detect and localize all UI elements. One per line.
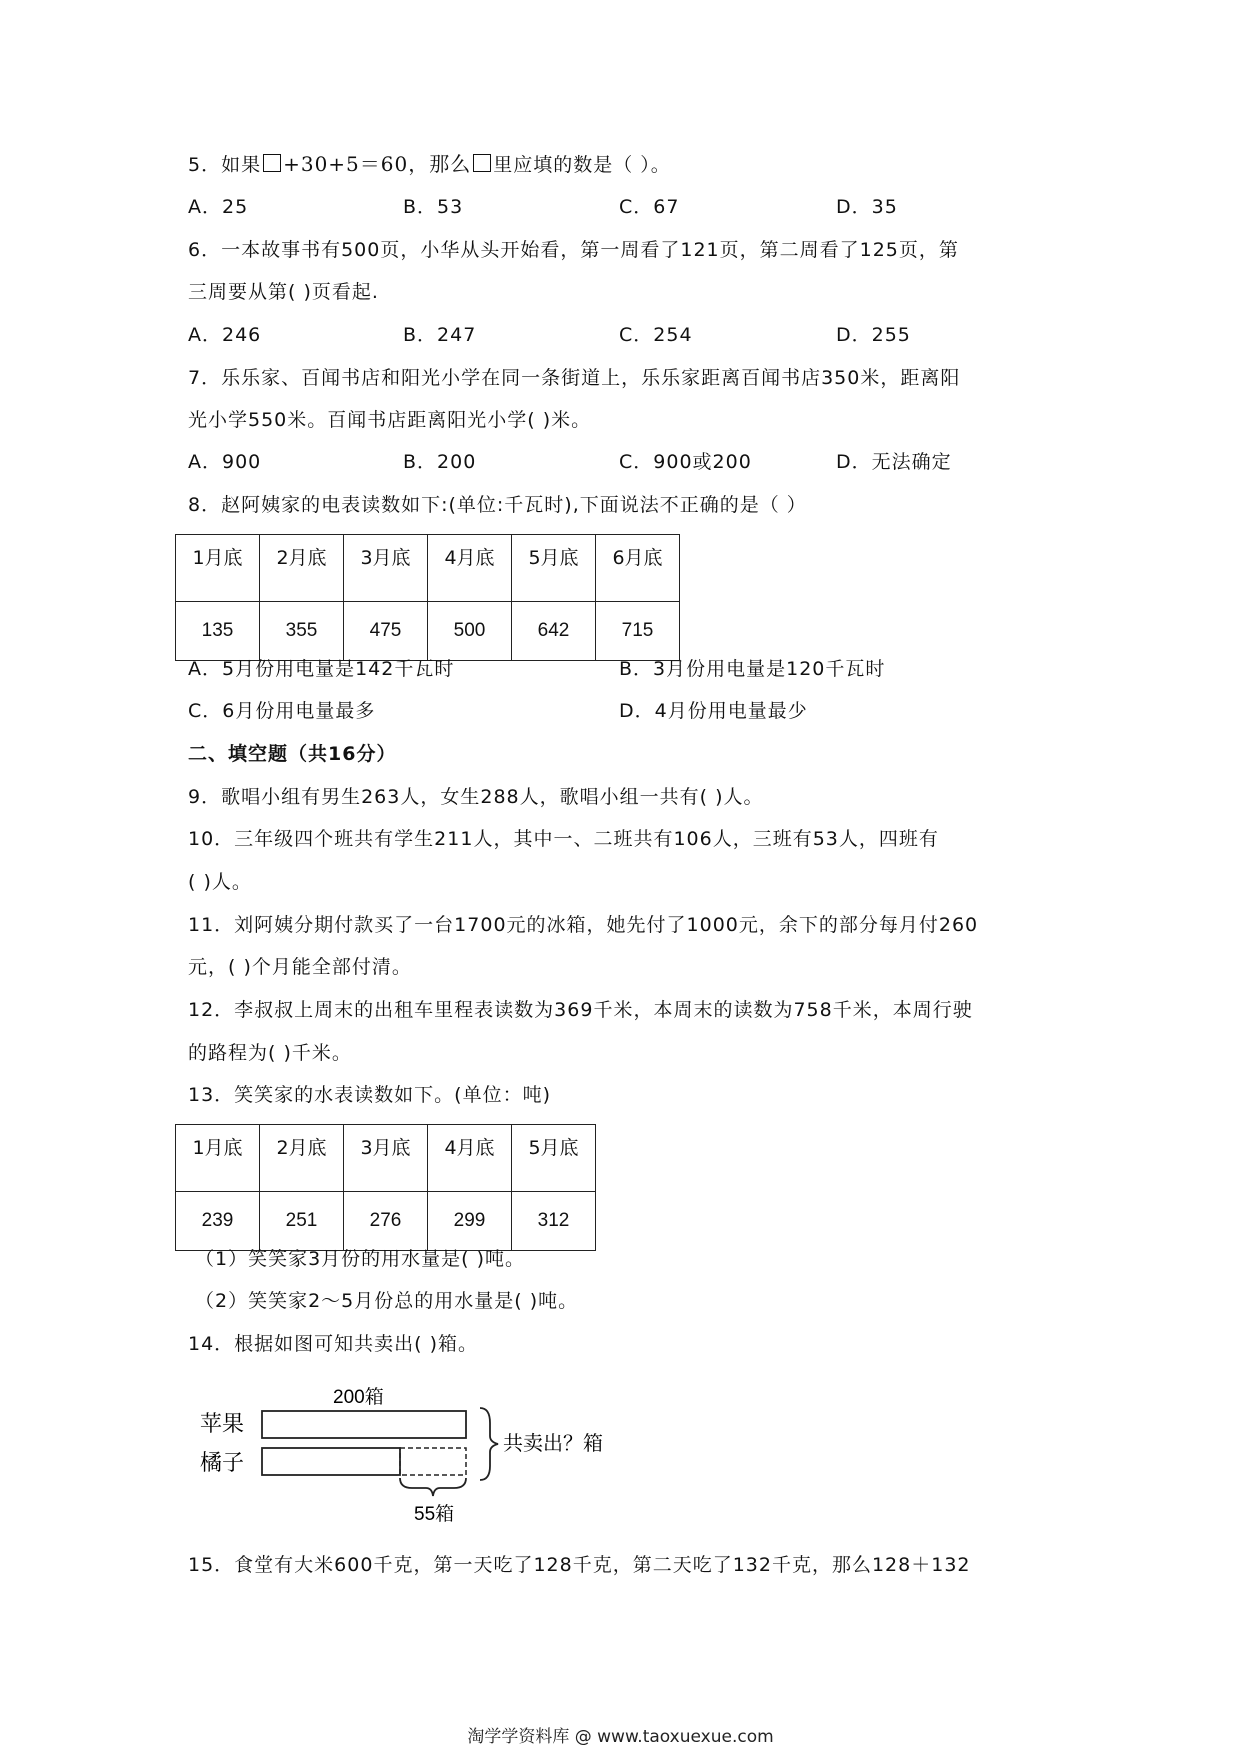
- table-cell: 475: [344, 602, 428, 661]
- right-label: 共卖出？箱: [503, 1431, 603, 1455]
- q5-option-d: D．35: [836, 196, 898, 218]
- q6-line2: 三周要从第( )页看起.: [188, 281, 379, 303]
- bottom-brace: [400, 1478, 466, 1496]
- table-cell: 500: [428, 602, 512, 661]
- q11-line1: 11．刘阿姨分期付款买了一台1700元的冰箱，她先付了1000元，余下的部分每月付260: [188, 914, 979, 936]
- q5-stem: [188, 152, 671, 177]
- q10-line2: ( )人。: [188, 871, 252, 893]
- q12-line2: 的路程为( )千米。: [188, 1042, 352, 1064]
- q11-line2: 元，( )个月能全部付清。: [188, 956, 412, 978]
- table-cell: 251: [260, 1192, 344, 1251]
- q7-line2: 光小学550米。百闻书店距离阳光小学( )米。: [188, 409, 592, 431]
- blank-box: [473, 154, 491, 172]
- table-header: 2月底: [260, 535, 344, 602]
- q14-stem: 14．根据如图可知共卖出( )箱。: [188, 1333, 479, 1355]
- row-label-orange: 橘子: [200, 1451, 245, 1476]
- table-cell: 312: [512, 1192, 596, 1251]
- row-label-apple: 苹果: [200, 1412, 245, 1437]
- q8-option-b: B．3月份用电量是120千瓦时: [619, 658, 886, 680]
- table-cell: 299: [428, 1192, 512, 1251]
- q5-text-mid: +30+5＝60，那么: [283, 152, 472, 176]
- table-cell: 239: [176, 1192, 260, 1251]
- q14-bar-diagram: [190, 1378, 640, 1532]
- q15-stem: 15．食堂有大米600千克，第一天吃了128千克，第二天吃了132千克，那么128＋132: [188, 1554, 971, 1576]
- q13-sub2: （2）笑笑家2～5月份总的用水量是( )吨。: [195, 1290, 579, 1312]
- q6-option-a: A．246: [188, 324, 262, 346]
- table-header: 5月底: [512, 535, 596, 602]
- q5-option-a: A．25: [188, 196, 249, 218]
- orange-bar: [262, 1448, 400, 1475]
- table-header: 1月底: [176, 535, 260, 602]
- q6-option-d: D．255: [836, 324, 911, 346]
- q8-electricity-table: [175, 534, 680, 661]
- right-brace: [480, 1408, 498, 1480]
- bottom-label: 55箱: [414, 1504, 455, 1525]
- q5-text-post: 里应填的数是（ ）。: [493, 154, 671, 176]
- q8-stem: 8．赵阿姨家的电表读数如下:(单位:千瓦时),下面说法不正确的是（ ）: [188, 494, 807, 516]
- table-header: 3月底: [344, 535, 428, 602]
- q13-stem: 13．笑笑家的水表读数如下。(单位：吨): [188, 1084, 552, 1106]
- apple-bar: [262, 1411, 466, 1438]
- q7-option-a: A．900: [188, 451, 262, 473]
- table-header: 1月底: [176, 1125, 260, 1192]
- q6-option-c: C．254: [619, 324, 693, 346]
- q6-option-b: B．247: [403, 324, 477, 346]
- q5-option-c: C．67: [619, 196, 680, 218]
- q13-sub1: （1）笑笑家3月份的用水量是( )吨。: [195, 1248, 526, 1270]
- q7-option-d: D．无法确定: [836, 451, 952, 473]
- q7-line1: 7．乐乐家、百闻书店和阳光小学在同一条街道上，乐乐家距离百闻书店350米，距离阳: [188, 367, 961, 389]
- table-header: 4月底: [428, 535, 512, 602]
- table-header: 4月底: [428, 1125, 512, 1192]
- q5-option-b: B．53: [403, 196, 464, 218]
- table-header: 3月底: [344, 1125, 428, 1192]
- footer-watermark: 淘学学资料库 @ www.taoxuexue.com: [467, 1727, 774, 1747]
- q9-stem: 9．歌唱小组有男生263人，女生288人，歌唱小组一共有( )人。: [188, 786, 764, 808]
- q8-option-d: D．4月份用电量最少: [619, 700, 808, 722]
- top-label: 200箱: [333, 1387, 384, 1408]
- table-cell: 135: [176, 602, 260, 661]
- table-cell: 355: [260, 602, 344, 661]
- q7-option-c: C．900或200: [619, 451, 752, 473]
- table-cell: 276: [344, 1192, 428, 1251]
- q5-text-pre: 5．如果: [188, 154, 262, 176]
- table-header: 2月底: [260, 1125, 344, 1192]
- blank-box: [263, 154, 281, 172]
- bar-diagram-svg: [190, 1378, 640, 1528]
- q12-line1: 12．李叔叔上周末的出租车里程表读数为369千米，本周末的读数为758千米，本周行驶: [188, 999, 973, 1021]
- q8-option-a: A．5月份用电量是142千瓦时: [188, 658, 455, 680]
- dashed-difference-bar: [400, 1448, 466, 1475]
- table-header: 6月底: [596, 535, 680, 602]
- q13-water-table: [175, 1124, 596, 1251]
- q7-option-b: B．200: [403, 451, 477, 473]
- section-heading: 二、填空题（共16分）: [188, 743, 397, 765]
- table-header: 5月底: [512, 1125, 596, 1192]
- q10-line1: 10．三年级四个班共有学生211人，其中一、二班共有106人，三班有53人，四班有: [188, 828, 939, 850]
- table-cell: 642: [512, 602, 596, 661]
- table-cell: 715: [596, 602, 680, 661]
- q6-line1: 6．一本故事书有500页，小华从头开始看，第一周看了121页，第二周看了125页，第: [188, 239, 959, 261]
- q8-option-c: C．6月份用电量最多: [188, 700, 376, 722]
